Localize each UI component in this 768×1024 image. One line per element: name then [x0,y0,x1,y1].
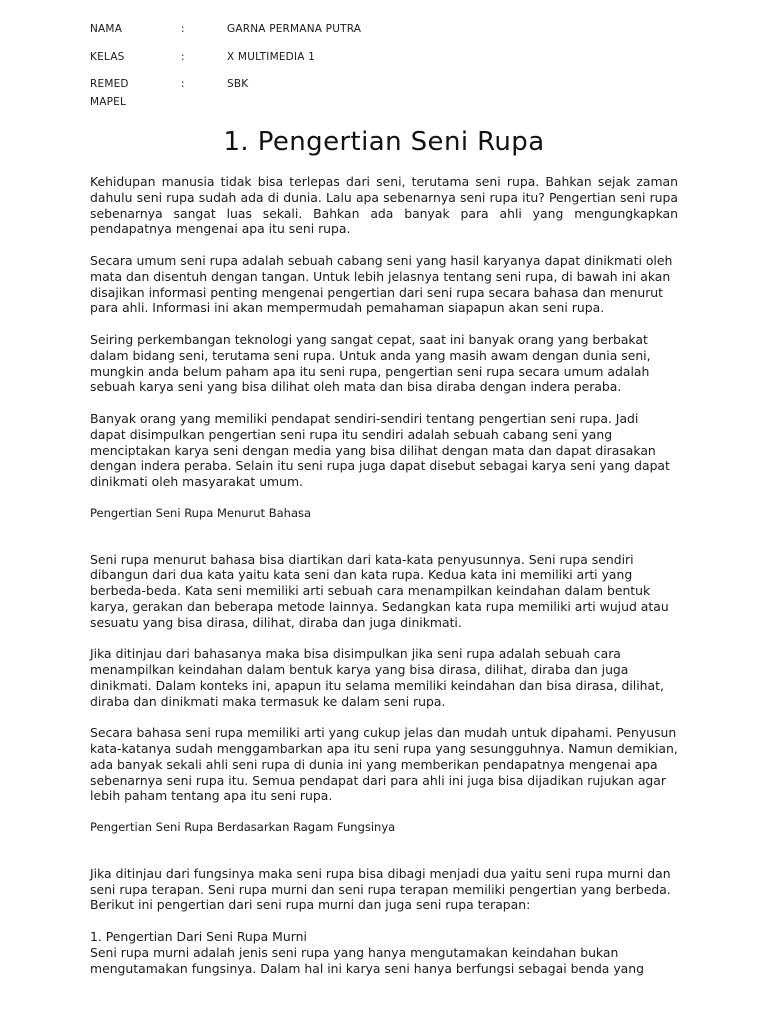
info-label: REMED MAPEL [90,78,129,108]
info-colon: : [181,78,185,90]
paragraph: Kehidupan manusia tidak bisa terlepas dari seni, terutama seni rupa. Bahkan sejak zaman dahulu seni rupa sudah ada di dunia. Lalu apa sebenarnya seni rupa itu? Pengertian seni rupa sebenarnya sangat luas sekali. Bahkan ada banyak para ahli yang mengungkapkan pendapatnya mengenai apa itu seni rupa. [90,174,678,237]
section-heading: Pengertian Seni Rupa Menurut Bahasa [90,505,312,520]
paragraph: Seni rupa murni adalah jenis seni rupa yang hanya mengutamakan keindahan bukan mengutamakan fungsinya. Dalam hal ini karya seni hanya berfungsi sebagai benda yang [90,944,644,976]
paragraph: Secara umum seni rupa adalah sebuah cabang seni yang hasil karyanya dapat dinikmati oleh mata dan disentuh dengan tangan. Untuk lebih jelasnya tentang seni rupa, di bawah ini akan disajikan informasi penting mengenai pengertian dari seni rupa secara bahasa dan menurut para ahli. Informasi ini akan mempermudah pemahaman siapapun akan seni rupa. [90,252,673,316]
paragraph: Secara bahasa seni rupa memiliki arti yang cukup jelas dan mudah untuk dipahami. Penyusun kata-katanya sudah menggambarkan apa itu seni rupa yang sesungguhnya. Namun demikian, ada banyak sekali ahli seni rupa di dunia ini yang memberikan pendapatnya mengenai apa sebenarnya seni rupa itu. Semua pendapat dari para ahli ini juga bisa dijadikan rujukan agar lebih paham tentang apa itu seni rupa. [90,725,678,804]
info-label: NAMA [90,23,123,35]
document-title: 1. Pengertian Seni Rupa [223,127,545,157]
info-label: KELAS [90,50,125,63]
info-value: SBK [227,78,249,90]
paragraph: Seiring perkembangan teknologi yang sangat cepat, saat ini banyak orang yang berbakat dalam bidang seni, terutama seni rupa. Untuk anda yang masih awam dengan dunia seni, mungkin anda belum paham apa itu seni rupa, pengertian seni rupa secara umum adalah sebuah karya seni yang bisa dilihat oleh mata dan bisa diraba dengan indera peraba. [90,331,651,395]
info-value: GARNA PERMANA PUTRA [227,23,362,35]
subsection-heading: 1. Pengertian Dari Seni Rupa Murni [90,929,307,945]
paragraph: Jika ditinjau dari bahasanya maka bisa disimpulkan jika seni rupa adalah sebuah cara menampilkan keindahan dalam bentuk karya yang bisa dirasa, dilihat, diraba dan juga dinikmati. Dalam konteks ini, apapun itu selama memiliki keindahan dan bisa dirasa, dilihat, diraba dan dinikmati maka termasuk ke dalam seni rupa. [90,646,664,709]
info-colon: : [181,50,185,63]
paragraph: Seni rupa menurut bahasa bisa diartikan dari kata-kata penyusunnya. Seni rupa sendiri dibangun dari dua kata yaitu kata seni dan kata rupa. Kedua kata ini memiliki arti yang berbeda-beda. Kata seni memiliki arti sebuah cara menampilkan keindahan dalam bentuk karya, gerakan dan beberapa metode lainnya. Sedangkan kata rupa memiliki arti wujud atau sesuatu yang bisa dirasa, dilihat, diraba dan juga dinikmati. [90,551,669,630]
paragraph: Banyak orang yang memiliki pendapat sendiri-sendiri tentang pengertian seni rupa. Jadi dapat disimpulkan pengertian seni rupa itu sendiri adalah sebuah cabang seni yang menciptakan karya seni dengan media yang bisa dilihat dengan mata dan dapat dirasakan dengan indera peraba. Selain itu seni rupa juga dapat disebut sebagai karya seni yang dapat dinikmati oleh masyarakat umum. [90,410,670,490]
document-body [90,174,678,976]
section-heading: Pengertian Seni Rupa Berdasarkan Ragam Fungsinya [90,820,396,835]
paragraph: Jika ditinjau dari fungsinya maka seni rupa bisa dibagi menjadi dua yaitu seni rupa murni dan seni rupa terapan. Seni rupa murni dan seni rupa terapan memiliki pengertian yang berbeda. Berikut ini pengertian dari seni rupa murni dan juga seni rupa terapan: [90,865,671,913]
info-colon: : [181,23,185,35]
info-value: X MULTIMEDIA 1 [227,50,316,63]
